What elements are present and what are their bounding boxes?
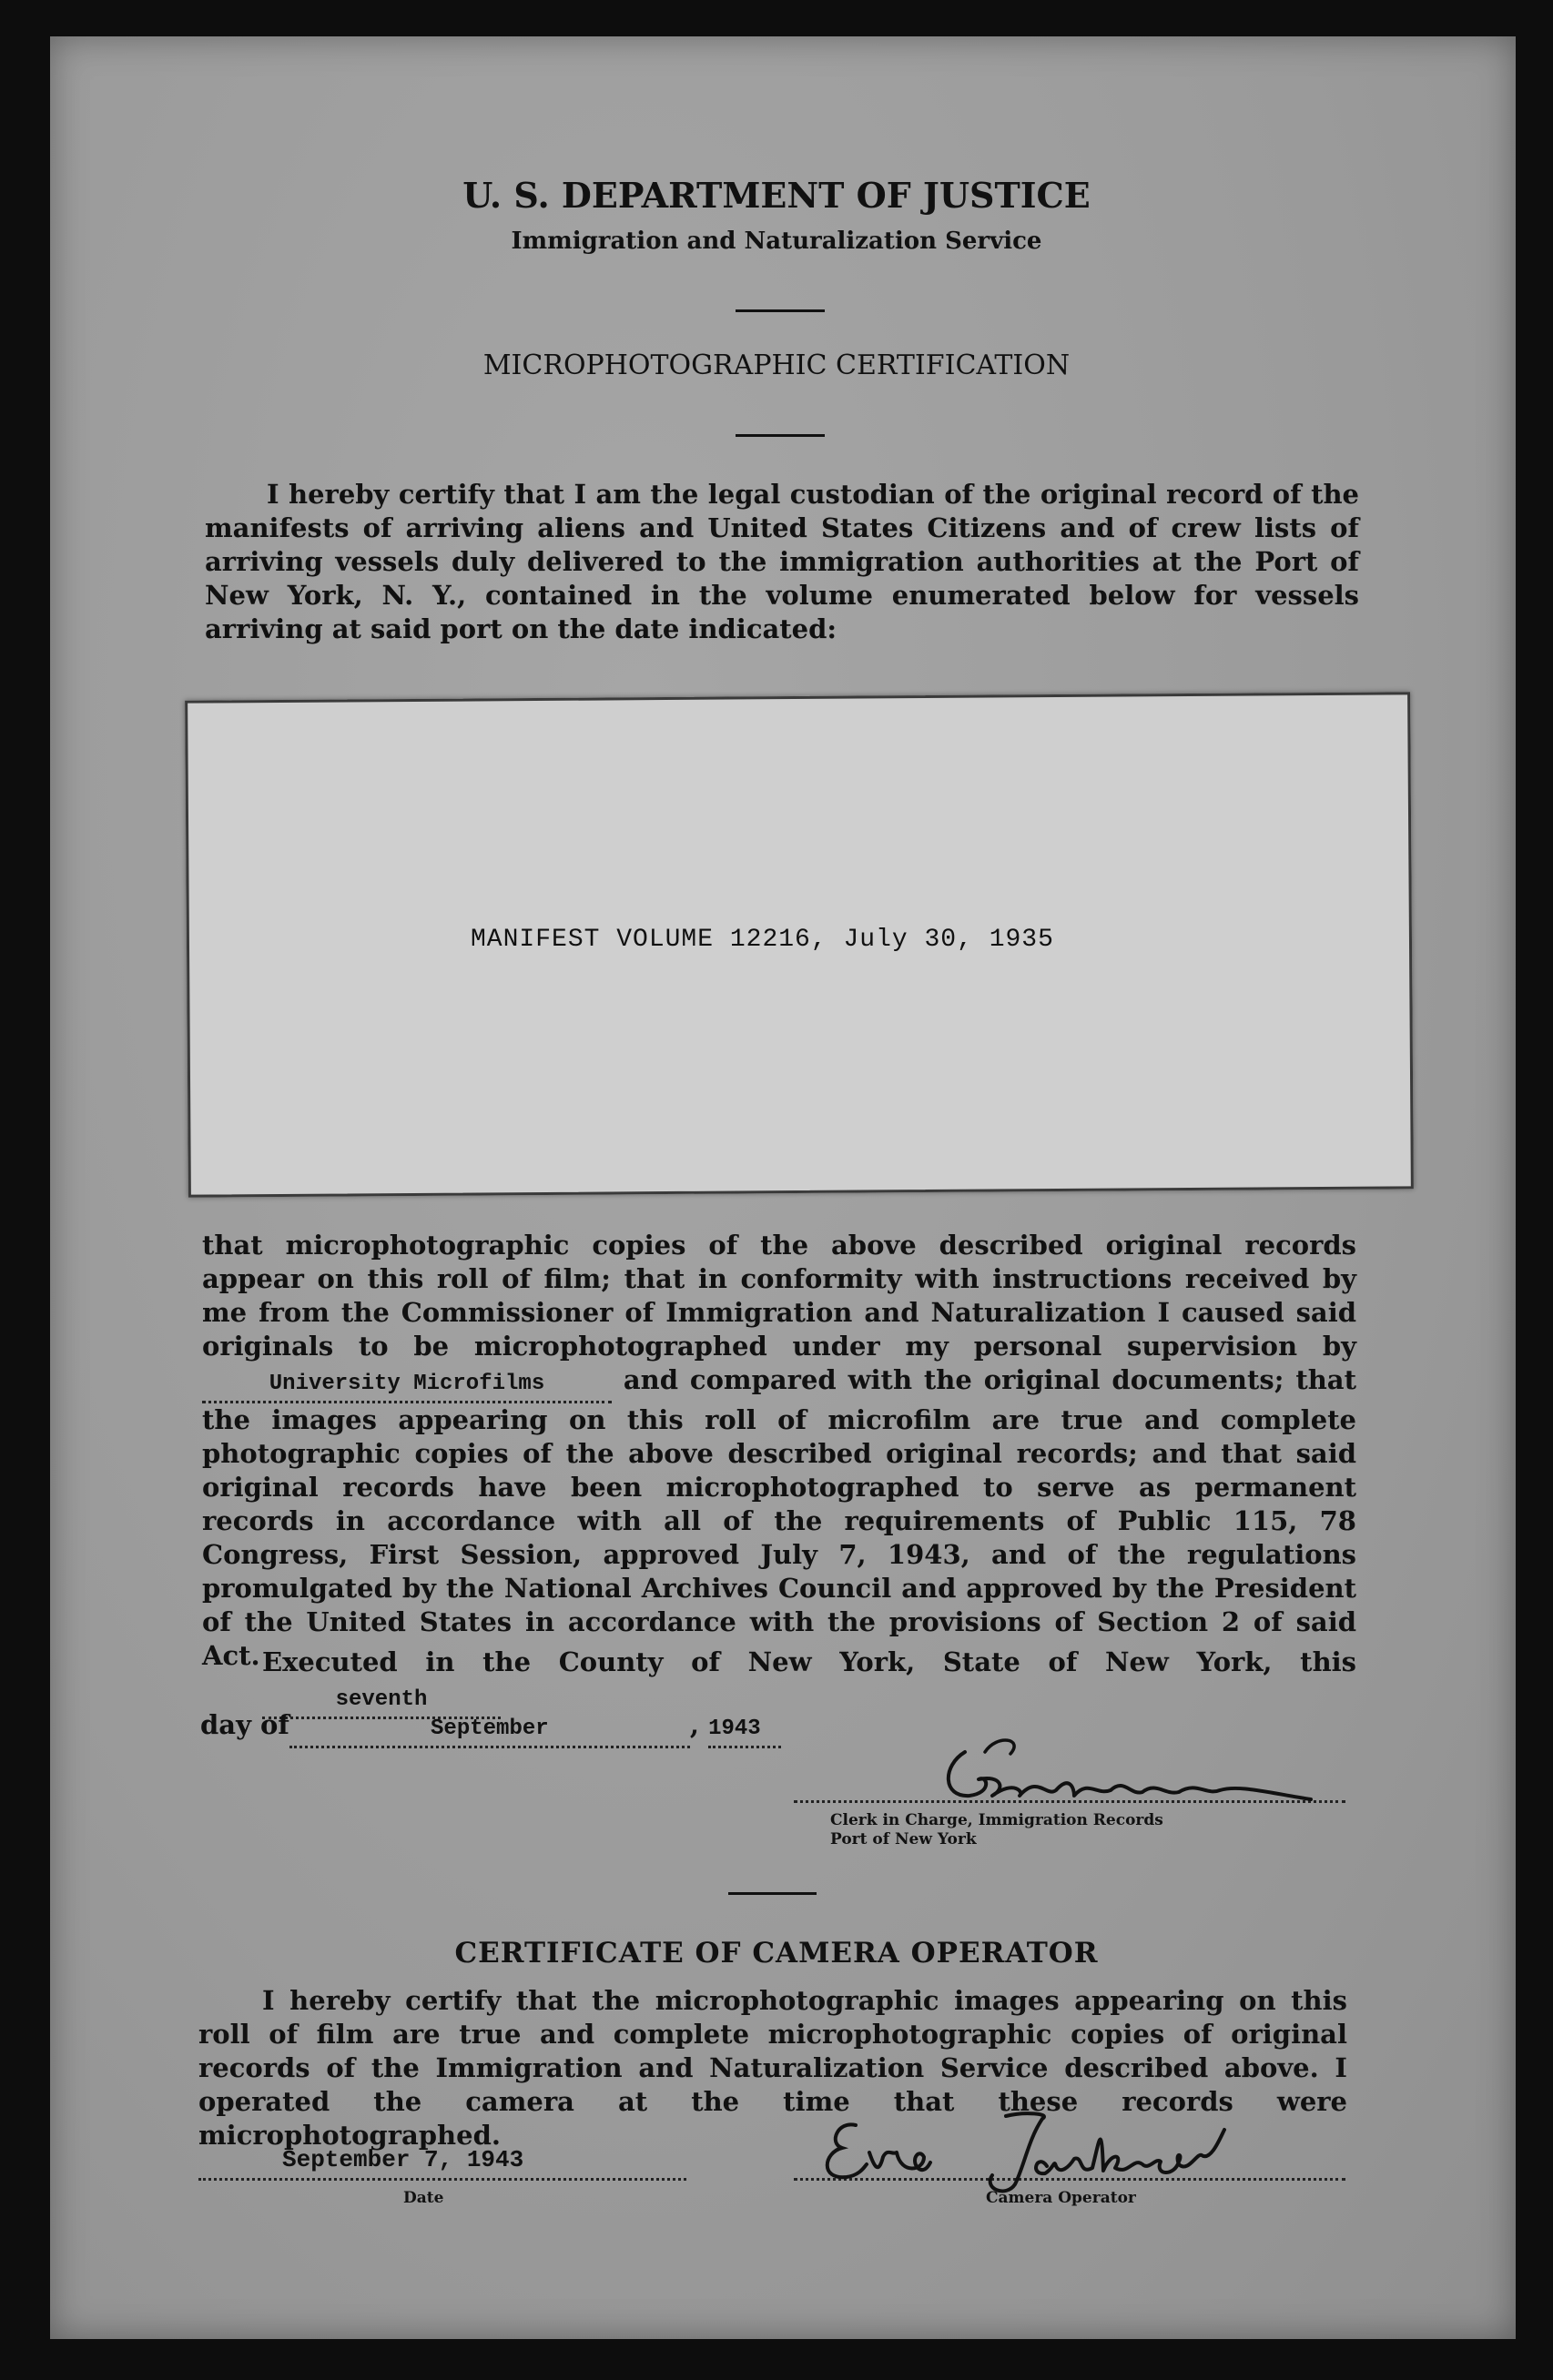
body-part-1: that microphotographic copies of the above described original records appear on this roll of film; that in conformity with instructions received by me from the Commissioner of Immigration and Naturalization I caused said originals to be microphotographed under my personal supervision by (202, 1230, 1356, 1362)
department-heading: U. S. DEPARTMENT OF JUSTICE (462, 175, 1091, 216)
intro-paragraph-text: I hereby certify that I am the legal custodian of the original record of the manifests of arriving aliens and United States Citizens and of crew lists of arriving vessels duly delivered to the immigration authorities at the Port of New York, N. Y., contained in the volume enumerated below for vessels arriving at said port on the date indicated: (205, 479, 1359, 644)
day-value: seventh (335, 1687, 428, 1712)
operator-label: Camera Operator (986, 2189, 1136, 2207)
clerk-signature (938, 1725, 1329, 1816)
divider-rule (736, 309, 825, 312)
manifest-volume-text: MANIFEST VOLUME 12216, July 30, 1935 (471, 926, 1054, 954)
certification-body (202, 1229, 1356, 1673)
camera-paragraph-text: I hereby certify that the microphotographic images appearing on this roll of film are true and complete microphotographic copies of original records of the Immigration and Naturalization Service described above. I operated the camera at the time that these records were microphotographed. (198, 1985, 1347, 2151)
certification-body-text (202, 1229, 1356, 1673)
clerk-title-line-1: Clerk in Charge, Immigration Records (830, 1811, 1163, 1829)
camera-certificate-title: CERTIFICATE OF CAMERA OPERATOR (454, 1937, 1099, 1970)
supervisor-value: University Microfilms (269, 1372, 545, 1396)
service-subheading: Immigration and Naturalization Service (511, 228, 1042, 255)
body-part-2: and compared with the original documents; that the images appearing on this roll of microfilm are true and complete photographic copies of the above described original records; and that said original records have been microphotographed to serve as permanent records in accordance with all of the requirements of Public 115, 78 Congress, First Session, approved July 7, 1943, and of the regulations promulgated by the National Archives Council and approved by the President of the United States in accordance with the provisions of Section 2 of said Act. (202, 1364, 1356, 1671)
date-line (198, 2178, 686, 2181)
divider-rule (736, 434, 825, 437)
certification-title: MICROPHOTOGRAPHIC CERTIFICATION (482, 349, 1071, 381)
execution-line-2 (200, 1708, 837, 1748)
year-separator: , (689, 1709, 699, 1740)
day-of-label: day of (200, 1709, 289, 1740)
month-value: September (431, 1717, 549, 1741)
divider-rule (728, 1892, 817, 1895)
date-value: September 7, 1943 (282, 2146, 524, 2173)
clerk-title-line-2: Port of New York (830, 1830, 977, 1848)
intro-paragraph (205, 478, 1359, 646)
supervisor-field (202, 1363, 612, 1403)
year-field (708, 1708, 781, 1748)
execution-prefix: Executed in the County of New York, State of New York, this (262, 1646, 1356, 1677)
month-field (289, 1708, 690, 1748)
year-value: 1943 (708, 1717, 761, 1741)
operator-signature (810, 2102, 1247, 2203)
date-label: Date (403, 2189, 444, 2207)
